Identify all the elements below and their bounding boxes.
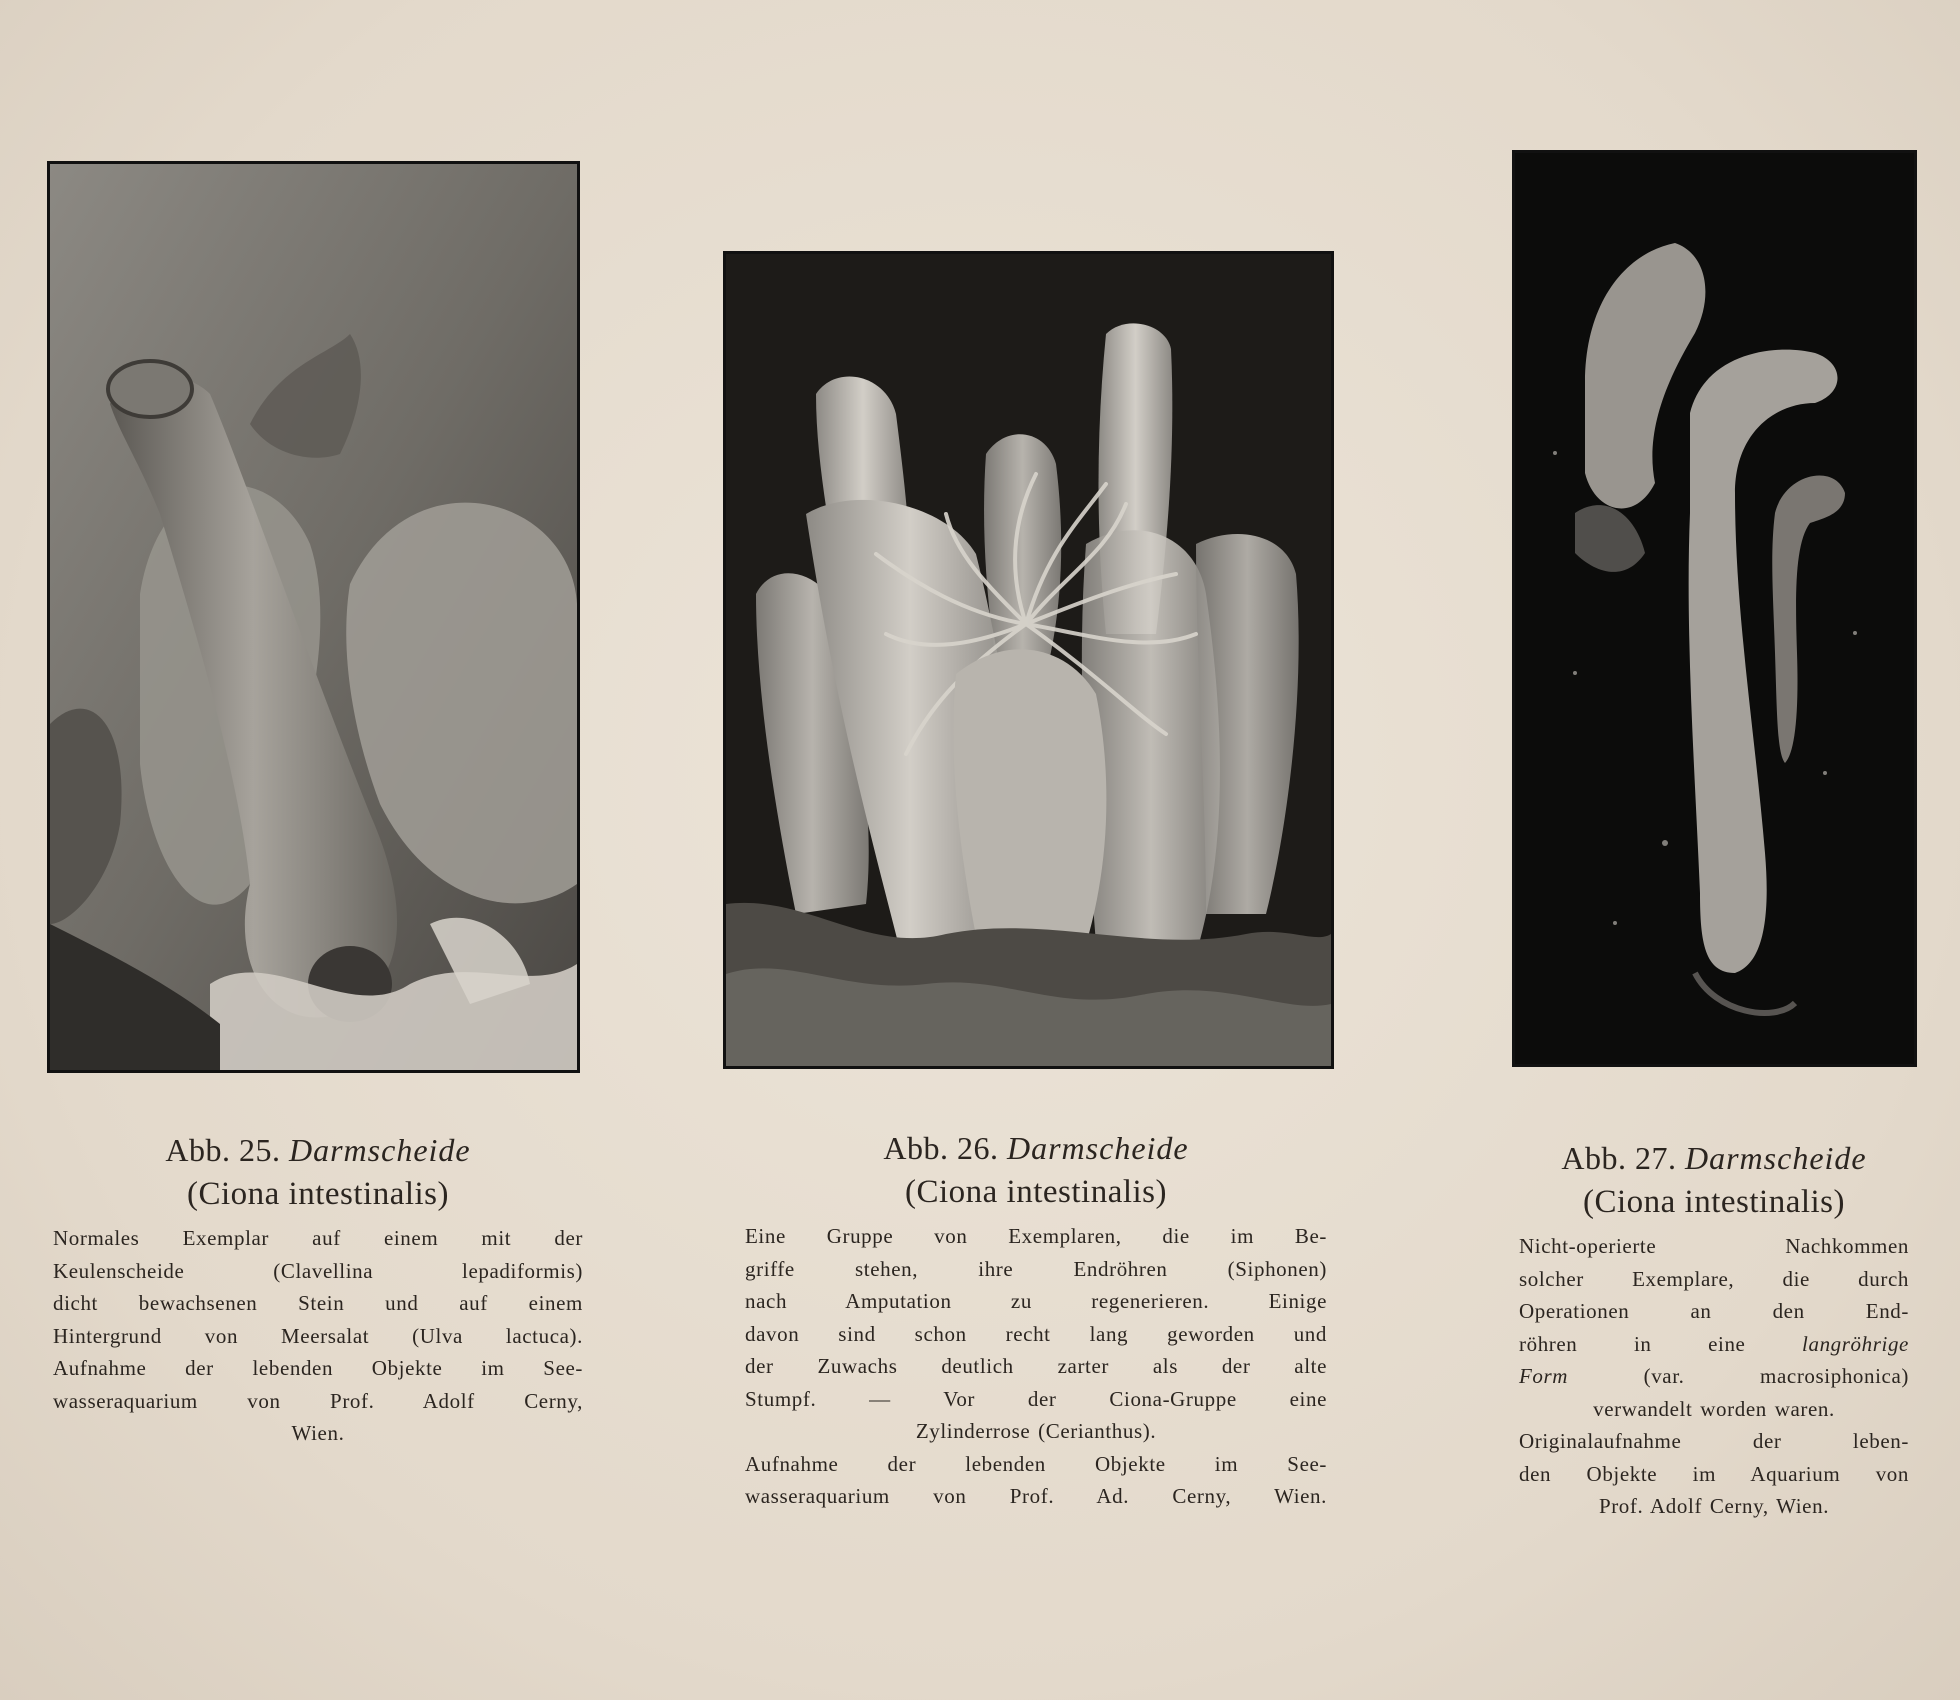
photo-plate-27 — [1512, 150, 1917, 1067]
photo-plate-25 — [47, 161, 580, 1073]
credit-line: Originalaufnahme der leben- — [1519, 1429, 1909, 1453]
species-name: (Ciona intestinalis) — [1582, 1184, 1846, 1220]
figure-number: Abb. 27. — [1561, 1140, 1677, 1176]
figure-title — [53, 1128, 583, 1172]
figure-number: Abb. 25. — [165, 1132, 281, 1168]
description-line: Nicht-operierte Nachkommen — [1519, 1234, 1909, 1258]
italic-term: Form — [1519, 1364, 1569, 1388]
description-fragment: (var. macrosiphonica) — [1643, 1364, 1909, 1388]
credit-line: Wien. — [291, 1421, 345, 1445]
credit-line: den Objekte im Aquarium von — [1519, 1461, 1909, 1486]
description-line: Keulenscheide (Clavellina lepadiformis) — [53, 1258, 583, 1283]
figure-number: Abb. 26. — [883, 1130, 999, 1166]
description-line: Eine Gruppe von Exemplaren, die im Be- — [745, 1224, 1327, 1248]
description-line-with-italic — [1519, 1328, 1909, 1361]
photo-plate-26 — [723, 251, 1334, 1069]
credit-line: Aufnahme der lebenden Objekte im See- — [53, 1356, 583, 1380]
italic-term: langröhrige — [1802, 1331, 1909, 1356]
photo-credit — [53, 1352, 583, 1450]
credit-line: wasseraquarium von Prof. Ad. Cerny, Wien. — [745, 1484, 1327, 1508]
description-line: Normales Exemplar auf einem mit der — [53, 1226, 583, 1250]
photo-credit — [1519, 1425, 1909, 1523]
caption-abb-26 — [745, 1126, 1327, 1513]
description-line: davon sind schon recht lang geworden und — [745, 1321, 1327, 1346]
credit-line: Aufnahme der lebenden Objekte im See- — [745, 1451, 1327, 1476]
description-line: verwandelt worden waren. — [1593, 1396, 1835, 1421]
description-line: der Zuwachs deutlich zarter als der alte — [745, 1354, 1327, 1378]
figure-title — [1519, 1136, 1909, 1180]
description-line: Hintergrund von Meersalat (Ulva lactuca). — [53, 1323, 583, 1348]
description-line: Zylinderrose (Cerianthus). — [915, 1419, 1157, 1443]
description-line: griffe stehen, ihre Endröhren (Siphonen) — [745, 1256, 1327, 1281]
description-line-with-italic — [1519, 1360, 1909, 1393]
caption-abb-25 — [53, 1128, 583, 1450]
common-name: Darmscheide — [288, 1132, 471, 1168]
description-line: dicht bewachsenen Stein und auf einem — [53, 1291, 583, 1315]
ciona-photo-25 — [50, 164, 577, 1070]
description-line: solcher Exemplare, die durch — [1519, 1266, 1909, 1291]
species-name: (Ciona intestinalis) — [904, 1174, 1168, 1210]
figure-description — [53, 1222, 583, 1352]
common-name: Darmscheide — [1006, 1130, 1189, 1166]
credit-line: wasseraquarium von Prof. Adolf Cerny, — [53, 1388, 583, 1413]
description-line: Stumpf. — Vor der Ciona-Gruppe eine — [745, 1386, 1327, 1411]
description-fragment: röhren in eine — [1519, 1331, 1746, 1356]
figure-description — [745, 1220, 1327, 1448]
ciona-photo-26 — [726, 254, 1331, 1066]
figure-title — [745, 1126, 1327, 1170]
figure-description — [1519, 1230, 1909, 1425]
common-name: Darmscheide — [1684, 1140, 1867, 1176]
caption-abb-27 — [1519, 1136, 1909, 1523]
ciona-photo-27 — [1515, 153, 1914, 1064]
description-line: nach Amputation zu regenerieren. Einige — [745, 1289, 1327, 1313]
description-line: Operationen an den End- — [1519, 1299, 1909, 1323]
credit-line: Prof. Adolf Cerny, Wien. — [1598, 1494, 1830, 1518]
species-name: (Ciona intestinalis) — [186, 1176, 450, 1212]
photo-credit — [745, 1448, 1327, 1513]
